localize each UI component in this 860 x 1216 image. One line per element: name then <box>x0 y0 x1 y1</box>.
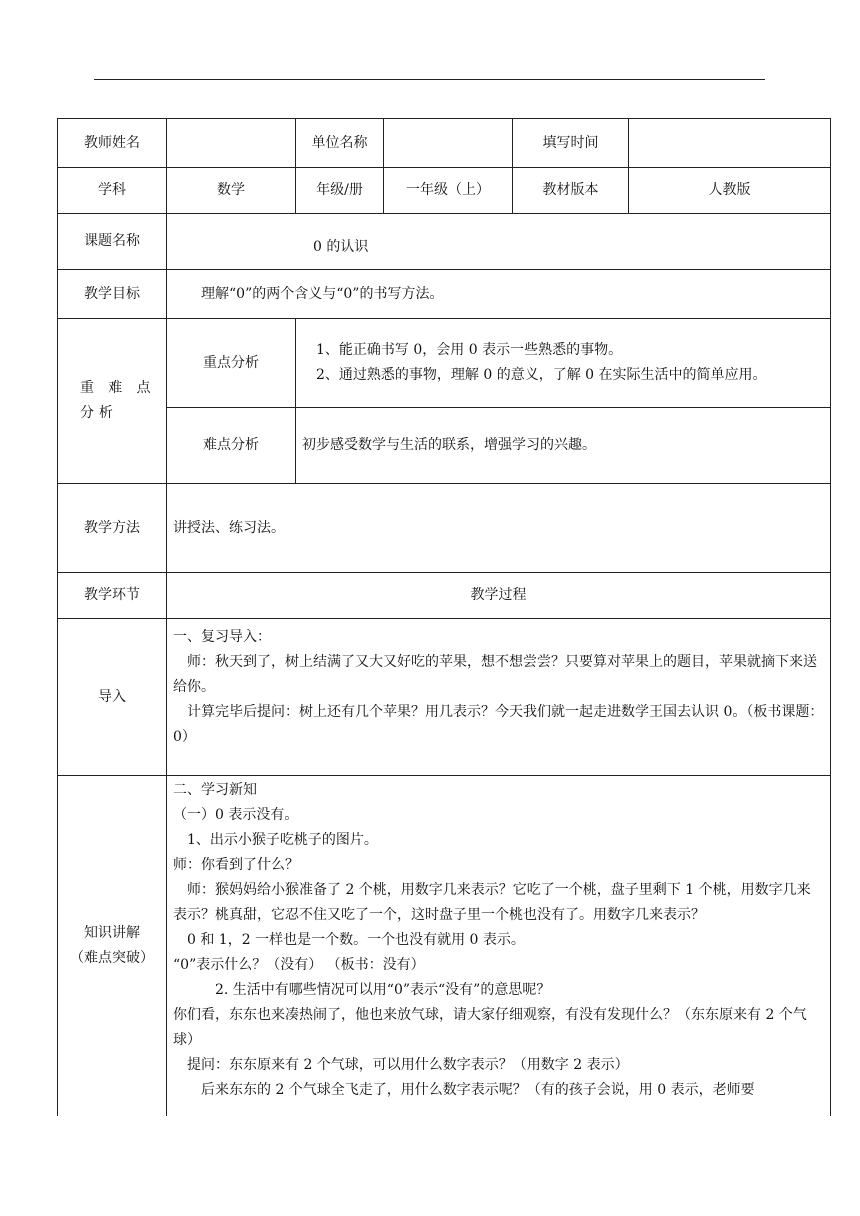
knowledge-line-3: 1、出示小猴子吃桃子的图片。 <box>187 832 378 848</box>
key-point-line-2: 2、通过熟悉的事物，理解 0 的意义，了解 0 在实际生活中的简单应用。 <box>316 367 767 383</box>
difficulty-row <box>58 408 831 484</box>
key-point-line-1: 1、能正确书写 0，会用 0 表示一些熟悉的事物。 <box>316 342 623 358</box>
knowledge-line-9: 你们看，东东也来凑热闹了，他也来放气球，请大家仔细观察，有没有发现什么？（东东原来有 2 个气球） <box>173 1007 807 1048</box>
fill-date-label: 填写时间 <box>513 119 629 168</box>
topic-label: 课题名称 <box>58 214 167 270</box>
grade-value: 一年级（上） <box>384 168 513 214</box>
intro-line-1: 一、复习导入： <box>173 629 271 645</box>
fill-date-value[interactable] <box>629 119 831 168</box>
knowledge-label-line-2: （难点突破） <box>70 949 154 966</box>
lesson-plan-table <box>57 118 831 1116</box>
knowledge-label-line-1: 知识讲解 <box>84 924 140 941</box>
knowledge-line-11: 后来东东的 2 个气球全飞走了，用什么数字表示呢？（有的孩子会说，用 0 表示，老师要 <box>201 1082 755 1098</box>
topic-row <box>58 214 831 270</box>
knowledge-label <box>58 776 167 1116</box>
process-header-row <box>58 573 831 619</box>
intro-line-3: 计算完毕后提问：树上还有几个苹果？用几表示？今天我们就一起走进数学王国去认识 0。（板书课题：0） <box>173 704 824 745</box>
unit-name-label: 单位名称 <box>296 119 384 168</box>
edition-label: 教材版本 <box>513 168 629 214</box>
edition-value: 人教版 <box>629 168 831 214</box>
intro-row <box>58 619 831 776</box>
topic-cell <box>167 214 831 270</box>
info-row-2 <box>58 168 831 214</box>
knowledge-line-6: 0 和 1，2 一样也是一个数。一个也没有就用 0 表示。 <box>187 932 525 948</box>
method-label: 教学方法 <box>58 484 167 573</box>
goal-cell <box>167 270 831 319</box>
goal-row <box>58 270 831 319</box>
grade-label: 年级/册 <box>296 168 384 214</box>
teacher-name-label: 教师姓名 <box>58 119 167 168</box>
subject-value: 数学 <box>167 168 296 214</box>
intro-cell <box>167 619 831 776</box>
key-point-cell <box>296 319 831 408</box>
key-point-label: 重点分析 <box>167 319 296 408</box>
knowledge-line-2: （一）0 表示没有。 <box>173 807 299 823</box>
goal-label: 教学目标 <box>58 270 167 319</box>
teacher-name-value[interactable] <box>167 119 296 168</box>
subject-label: 学科 <box>58 168 167 214</box>
intro-label: 导入 <box>58 619 167 776</box>
unit-name-value[interactable] <box>384 119 513 168</box>
intro-line-2: 师：秋天到了，树上结满了又大又好吃的苹果，想不想尝尝？只要算对苹果上的题目，苹果就摘下来送给你。 <box>173 654 817 695</box>
key-point-row <box>58 319 831 408</box>
method-value: 讲授法、练习法。 <box>167 484 831 573</box>
knowledge-line-1: 二、学习新知 <box>173 782 257 798</box>
topic-value: 0 的认识 <box>313 239 369 255</box>
difficulty-label: 难点分析 <box>167 408 296 484</box>
header-rule <box>94 79 765 80</box>
knowledge-line-8: 2. 生活中有哪些情况可以用“0”表示“没有”的意思呢？ <box>215 982 551 998</box>
difficulty-value: 初步感受数学与生活的联系，增强学习的兴趣。 <box>296 408 831 484</box>
method-row <box>58 484 831 573</box>
info-row-1 <box>58 119 831 168</box>
knowledge-cell <box>167 776 831 1116</box>
knowledge-line-7: “0”表示什么？（没有） （板书：没有） <box>173 957 425 973</box>
knowledge-row <box>58 776 831 1116</box>
knowledge-line-4: 师：你看到了什么？ <box>173 857 299 873</box>
knowledge-line-5: 师：猴妈妈给小猴准备了 2 个桃，用数字几来表示？它吃了一个桃，盘子里剩下 1 个桃，用数字几来表示？桃真甜，它忍不住又吃了一个，这时盘子里一个桃也没有了。用数字几来表示？ <box>173 882 811 923</box>
analysis-label-text: 重 难 点 分析 <box>80 380 156 421</box>
goal-value: 理解“0”的两个含义与“0”的书写方法。 <box>201 285 444 302</box>
process-label: 教学过程 <box>167 573 831 619</box>
knowledge-line-10: 提问：东东原来有 2 个气球，可以用什么数字表示？（用数字 2 表示） <box>187 1057 629 1073</box>
stage-label: 教学环节 <box>58 573 167 619</box>
analysis-label <box>58 319 167 484</box>
